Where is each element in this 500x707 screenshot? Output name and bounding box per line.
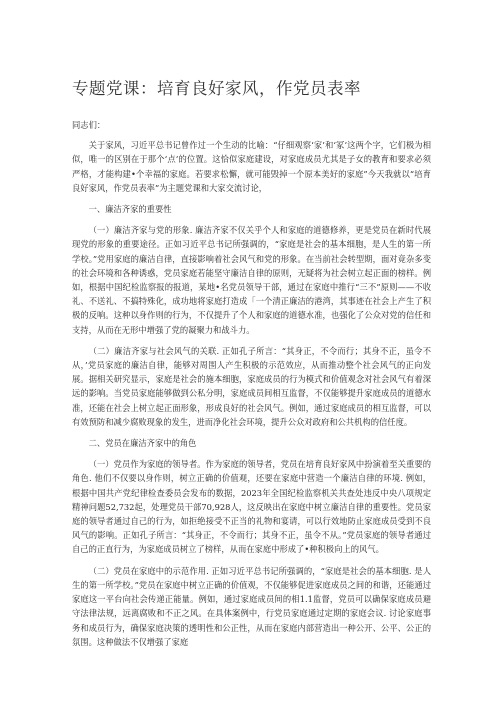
section1-paragraph-2: （二）廉洁齐家与社会风气的关联. 正如孔子所言：“其身正，不令而行；其身不正，虽令不从，’党员家庭的廉洁自律，能够对周围人产生积极的示范效应，从而推动整个社会风气的正向发展。据相关研究显示，家庭是社会的施本细胞，家庭成员的行为模式和价值观念对社会风气有着深远的影响。当党员家庭能够做到公私分明，家庭成员间相互监督，不仅能够提升家庭成员的道德水准，还能在社会上树立起正面形象，形成良好的社会风气。例如，通过家庭成员的相互监督，可以有效预防和减少腐败现象的发生，进而净化社会环境，提升公众对政府和公共机构的信任度。 xyxy=(72,345,431,427)
section2-paragraph-2: （二）党员在家庭中的示范作用. 正如习近平总书记所强调的，“家庭是社会的基本细胞. 是人生的第一所学校。”党员在家庭中树立正确的价值观，不仅能够促进家庭成员之间的和谐，还能通过家庭这一平台向社会传递正能量。例如，通过家庭成员间的相1.1监督，党员可以确保家庭成员避守法律法规，远离腐败和不正之风。在具体案例中，行党员家庭通过定期的家庭会议. 讨论家庭事务和成员行为，确保家庭决策的透明性和公正性，从而在家庭内部营造出一种公开、公平、公正的氛围。这种做法不仅增强了家庭 xyxy=(72,565,431,647)
salutation: 同志们： xyxy=(72,120,106,130)
section2-paragraph-1: （一）党员作为家庭的领导者。作为家庭的领导者，党员在培育良好家风中扮演着至关重要的角色. 他们不仅要以身作则，树立正确的价值观，还要在家庭中营造一个廉洁自律的环境. 例如，根据中国共产党纪律检查委员会发布的数据，2023年全国纪检监察机关共查处违反中央八项规定精神问题52,732起，处理党员干部70,928人，这反映出在家庭中树立廉洁自律的重要性。党员家庭的领导者通过自己的行为，如拒绝接受不正当的礼物和宴请，可以行效地防止家庭成员受到不良风气的影响。正如孔子所言：“其身正，不令而行；其身不正，虽令不从。”党员家庭的领导者通过自己的正直行为，为家庭成员树立了榜样，从而在家庭中形成了•种积极向上的风气。 xyxy=(72,459,431,555)
section-heading-1: 一、廉洁齐家的重要性 xyxy=(88,204,172,215)
section-heading-2: 二、党员在廉洁齐家中的角色 xyxy=(88,438,197,449)
document-title: 专题党课：培育良好家风，作党员表率 xyxy=(72,79,361,98)
section1-paragraph-1: （一）廉洁齐家与党的形象. 廉洁齐家不仅关乎个人和家庭的道德修养，更是党员在新时代展现党的形象的重要途径。正如习近平总书记所强调的，“家庭是社会的基本细胞，是人生的第一所学校。”党用家庭的廉洁自律，直接影响着社会风气和党的形象。在当前社会转型期，面对竟杂多变的社会环境和各种诱惑，党员家庭若能坚守廉洁自律的原则，无疑将为社会树立起正面的榜样。例如，根据中国纪检监察报的报道，某地•名党员领导干部，通过在家庭中推行“三不”原则——不收礼、不送礼、不搞特殊化，成功地将家庭打造成「一个清正廉洁的港湾，其事迹在社会上产生了积极的反响。这种以身作则的行为，不仅提升了个人和家庭的道德水准，也强化了公众对党的信任和支持，从而在无形中增强了党的凝聚力和战斗力。 xyxy=(72,225,431,335)
intro-paragraph: 关于家风，习近平总书记曾作过一个生动的比喻：“仔细观察‘家’和‘冢’这两个字，它们极为相似，唯一的区别在于那个‘点’的位置。这恰似家庭建设，对家庭成员尤其是子女的教育和要求必须严格，才能构建•个幸福的家庭。若要求松懈，就可能毁掉一个原本美好的家庭”今天我就以“培育良好家风，作党员表率”为主题党课和大家交流讨论， xyxy=(72,140,431,193)
